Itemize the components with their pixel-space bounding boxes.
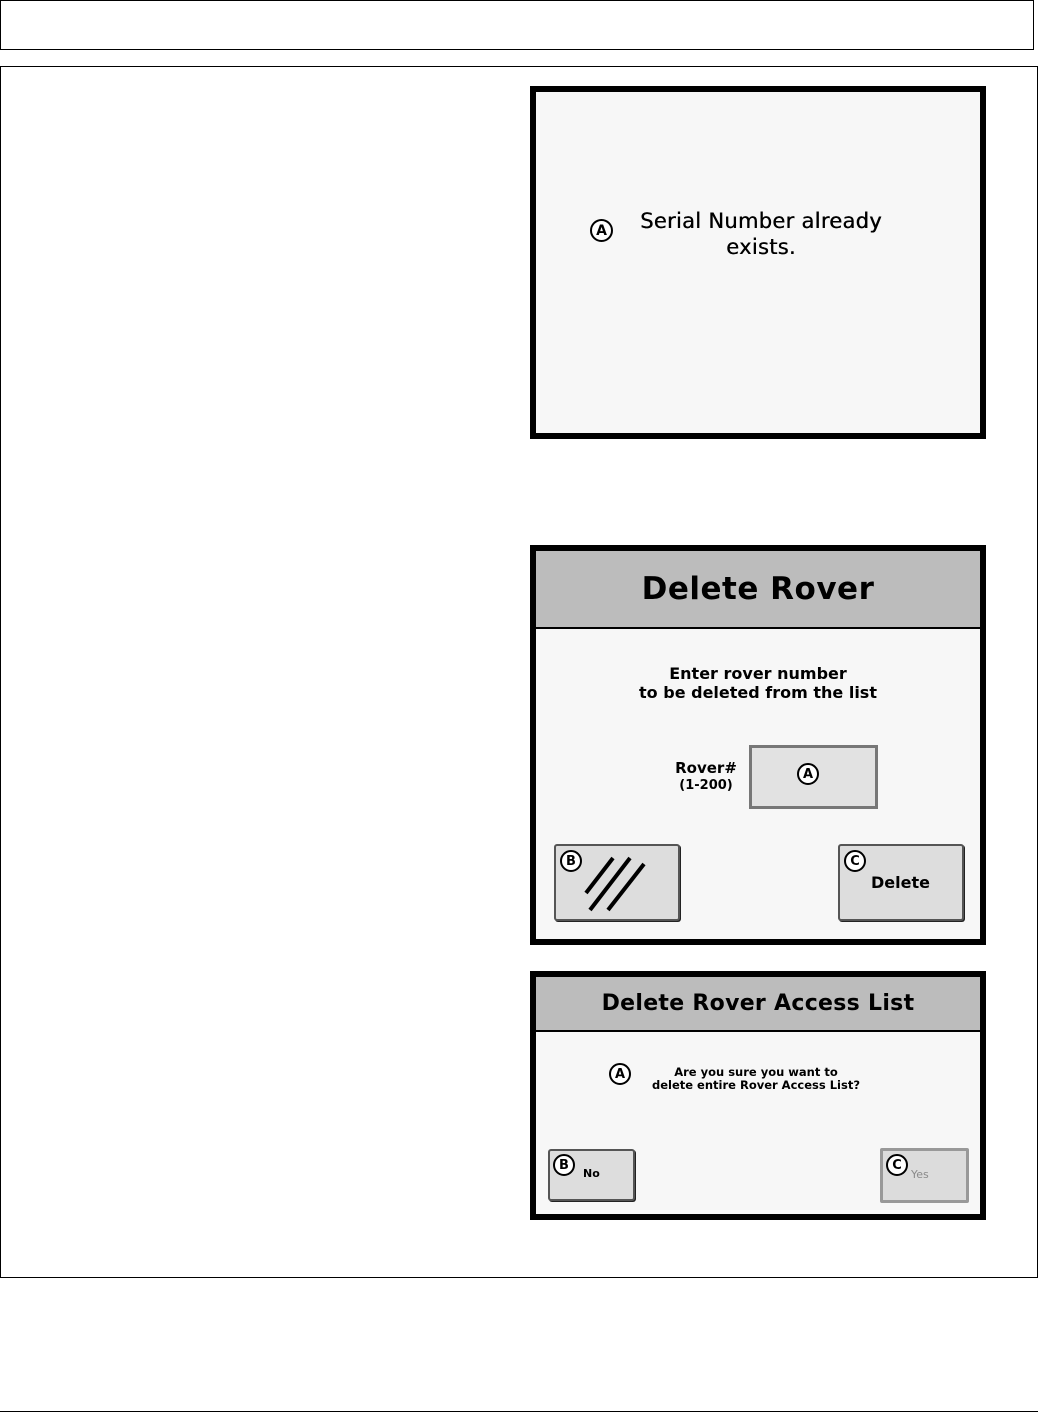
- rover-range: (1-200): [679, 778, 733, 793]
- question-line-1: Are you sure you want to: [674, 1065, 838, 1079]
- message-line-1: Serial Number already: [640, 209, 882, 233]
- instruction-line-2: to be deleted from the list: [639, 683, 877, 702]
- callout-a: A: [590, 219, 613, 242]
- delete-access-list-header: [536, 977, 980, 1032]
- question-line-2: delete entire Rover Access List?: [651, 1078, 860, 1092]
- delete-button-label: Delete: [871, 873, 930, 892]
- callout-c: C: [844, 850, 866, 872]
- delete-button[interactable]: [838, 844, 964, 921]
- serial-exists-message: [620, 208, 902, 260]
- rover-number-input[interactable]: [749, 745, 878, 809]
- delete-rover-instruction: [536, 664, 980, 702]
- yes-button[interactable]: [880, 1148, 969, 1203]
- message-line-2: exists.: [726, 235, 796, 259]
- no-button-label: No: [583, 1167, 600, 1180]
- callout-a: A: [797, 763, 819, 785]
- callout-a: A: [609, 1063, 631, 1085]
- delete-rover-header: [536, 551, 980, 629]
- callout-b: B: [560, 850, 582, 872]
- serial-exists-screen: [530, 86, 986, 439]
- instruction-line-1: Enter rover number: [669, 664, 847, 683]
- callout-b: B: [553, 1154, 575, 1176]
- escape-slashes-icon: [580, 852, 650, 916]
- delete-access-list-screen: [530, 971, 986, 1220]
- delete-rover-screen: [530, 545, 986, 945]
- rover-number-label: [666, 760, 746, 794]
- confirm-question: [641, 1066, 871, 1092]
- callout-c: C: [886, 1154, 908, 1176]
- header-box: [0, 0, 1034, 50]
- footer-rule: [0, 1411, 1038, 1412]
- no-button[interactable]: [548, 1149, 635, 1201]
- yes-button-label: Yes: [911, 1168, 929, 1181]
- page-title: Delete Rover: [641, 571, 875, 607]
- rover-label: Rover#: [675, 759, 737, 777]
- escape-button[interactable]: [554, 844, 680, 921]
- page-title: Delete Rover Access List: [601, 991, 915, 1016]
